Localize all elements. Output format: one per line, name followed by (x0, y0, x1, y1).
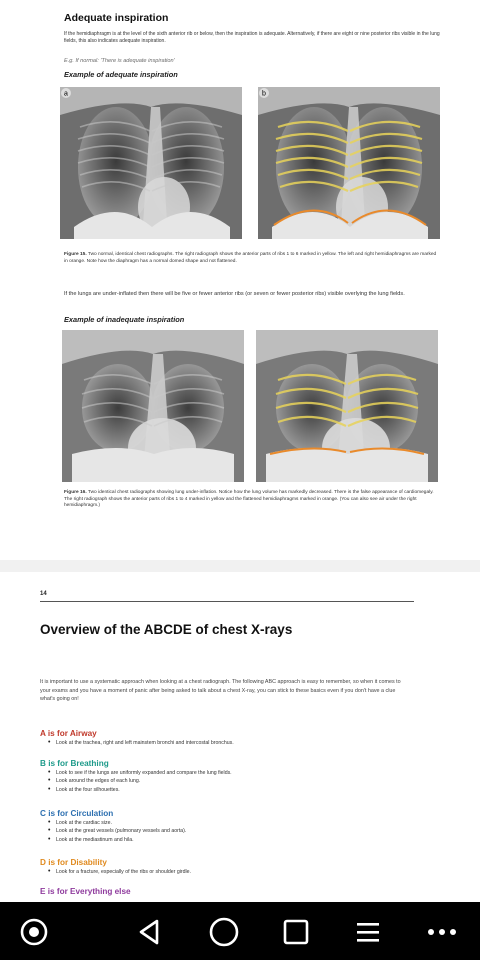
paragraph-under-inflated: If the lungs are under-inflated then there will be five or fewer anterior ribs (or seven or fewer posterior ribs) visible overlying the lung fields. (64, 291, 405, 297)
recents-icon[interactable] (278, 916, 314, 948)
list-item: • Look at the trachea, right and left mainstem bronchi and intercostal bronchus. (56, 739, 420, 747)
section-title: A is for Airway (40, 729, 97, 738)
section-title: B is for Breathing (40, 759, 109, 768)
xray-adequate-plain (60, 87, 242, 239)
page-number: 14 (40, 591, 47, 597)
section-breathing (40, 758, 420, 794)
system-navigation-bar (0, 902, 480, 960)
subheading-inadequate-example: Example of inadequate inspiration (64, 315, 185, 324)
section-title: D is for Disability (40, 858, 107, 867)
paragraph-adequate-criteria: If the hemidiaphragm is at the level of the sixth anterior rib or below, then the inspiration is adequate. Alternatively, if there are eight or nine posterior ribs visible in the lung fields, this also indicates adequate inspiration. (64, 31, 440, 44)
subheading-adequate-example: Example of adequate inspiration (64, 70, 178, 79)
target-icon[interactable] (16, 916, 52, 948)
section-title: C is for Circulation (40, 809, 114, 818)
list-item: • Look at the four silhouettes. (56, 786, 420, 794)
section-disability (40, 857, 420, 876)
section-circulation (40, 808, 420, 844)
figure-15-caption: Figure 15. Two normal, identical chest radiographs. The right radiograph shows the anterior parts of ribs 1 to 6 marked in yellow. The left and right hemidiaphragms are marked in orange. Note how the diaphragm has a normal domed shape and not flattened. (64, 252, 437, 264)
paragraph-intro: It is important to use a systematic approach when looking at a chest radiograph. The following ABC approach is easy to remember, so when it comes to your exams and you have a moment of panic after being asked to talk about a chest X-ray, you can stick to these basics even if you don't have a clue what's going on! (40, 679, 401, 703)
list-item: • Look at the great vessels (pulmonary vessels and aorta). (56, 827, 420, 835)
list-item: • Look at the cardiac size. (56, 819, 420, 827)
list-item: • Look for a fracture, especially of the ribs or shoulder girdle. (56, 868, 420, 876)
header-rule (40, 601, 414, 602)
section-airway (40, 728, 420, 747)
more-icon[interactable] (424, 916, 460, 948)
xray-inadequate-annotated (256, 330, 438, 482)
xray-adequate-annotated (258, 87, 440, 239)
xray-inadequate-plain (62, 330, 244, 482)
back-icon[interactable] (132, 916, 168, 948)
heading-abcde-overview: Overview of the ABCDE of chest X-rays (40, 622, 293, 637)
list-item: • Look to see if the lungs are uniformly expanded and compare the lung fields. (56, 769, 420, 777)
example-normal-text: E.g. If normal: 'There is adequate inspiration' (64, 58, 175, 64)
document-page-2 (0, 572, 480, 902)
page-separator (0, 560, 480, 572)
home-icon[interactable] (206, 916, 242, 948)
svg-text:b: b (262, 90, 266, 98)
heading-adequate-inspiration: Adequate inspiration (64, 12, 169, 24)
list-item: • Look at the mediastinum and hila. (56, 836, 420, 844)
figure-16-caption: Figure 16. Two identical chest radiographs showing lung under-inflation. Notice how the lung volume has markedly decreased. There is the false appearance of cardiomegaly. The right radiograph shows the anterior parts of ribs 1 to 4 marked in yellow and the flattened hemidiaphragms marked in orange. (You can also see air under the right hemidiaphragm.) (64, 490, 434, 509)
menu-icon[interactable] (350, 916, 386, 948)
section-everything-else (40, 886, 420, 897)
list-item: • Look around the edges of each lung. (56, 777, 420, 785)
svg-text:a: a (64, 90, 68, 98)
section-title: E is for Everything else (40, 887, 131, 896)
